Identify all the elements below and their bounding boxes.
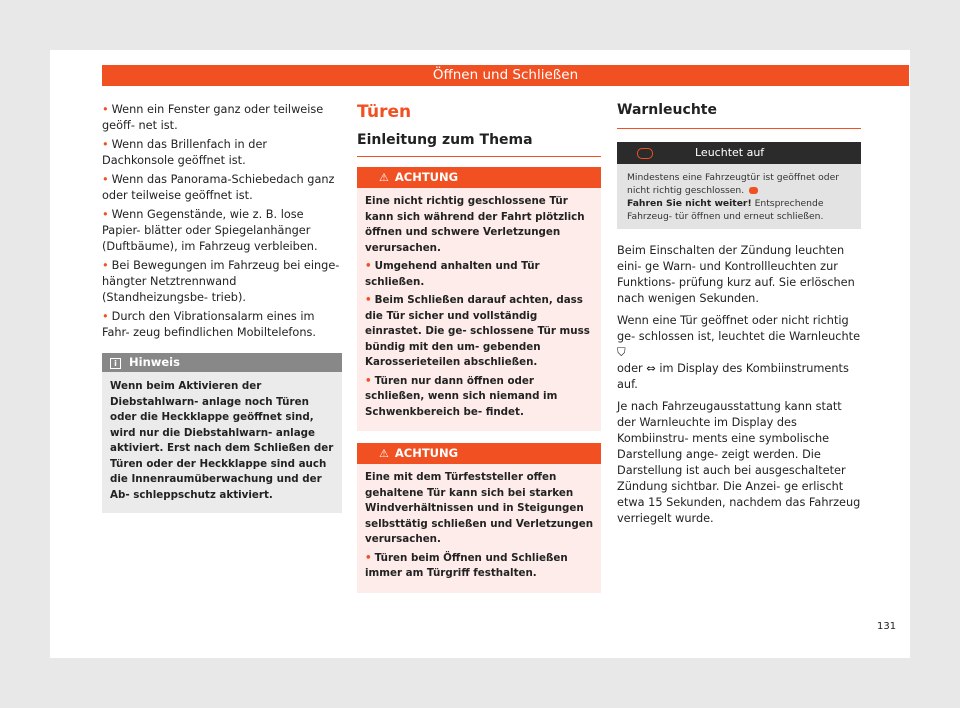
list-item: • Beim Schließen darauf achten, dass die Tür sicher und vollständig einrastet. Die ge- schlossene Tür muss bündig mit den um- gebenden Karosserieteilen abschließen.: [365, 294, 590, 368]
manual-page: [50, 50, 910, 658]
hint-header: i Hinweis: [102, 353, 342, 372]
list-item: • Wenn Gegenstände, wie z. B. lose Papier- blätter oder Spiegelanhänger (Duftbäume), im Fahrzeug verbleiben.: [102, 208, 318, 253]
paragraph: Beim Einschalten der Zündung leuchten eini- ge Warn- und Kontrollleuchten zur Funktions- prüfung kurz auf. Sie erlöschen nach wenigen Sekunden.: [617, 244, 855, 305]
info-icon: i: [110, 358, 121, 369]
list-item: • Wenn ein Fenster ganz oder teilweise geöff- net ist.: [102, 103, 324, 132]
page-number: 131: [877, 621, 897, 632]
list-item: • Türen beim Öffnen und Schließen immer am Türgriff festhalten.: [365, 551, 568, 579]
paragraph: Wenn eine Tür geöffnet oder nicht richtig ge- schlossen ist, leuchtet die Warnleuchte ⛉ oder ⇔ im Display des Kombiinstruments auf.: [617, 314, 861, 391]
warning-triangle-icon: ⚠: [379, 447, 389, 460]
page-header: Öffnen und Schließen: [102, 65, 909, 86]
list-item: • Umgehend anhalten und Tür schließen.: [365, 260, 540, 288]
door-warning-icon: [749, 187, 758, 194]
section-title: Warnleuchte: [617, 102, 861, 129]
warning-triangle-icon: ⚠: [379, 171, 389, 184]
door-warning-lamp-icon: [637, 148, 653, 159]
lamp-description: Mindestens eine Fahrzeugtür ist geöffnet oder nicht richtig geschlossen. Fahren Sie nicht weiter! Entsprechende Fahrzeug- tür öffnen und erneut schließen.: [617, 164, 861, 229]
section-title: Türen: [357, 102, 412, 122]
lamp-table-header: Leuchtet auf: [617, 142, 861, 164]
paragraph: Je nach Fahrzeugausstattung kann statt der Warnleuchte im Display des Kombiinstru- ments eine symbolische Darstellung ange- zeigt werden. Die Darstellung ist auch bei ausgeschalteter Zündung sichtbar. Die Anzei- ge erlischt etwa 15 Sekunden, nachdem das Fahrzeug verriegelt wurde.: [617, 400, 861, 525]
list-item: • Durch den Vibrationsalarm eines im Fahr- zeug befindlichen Mobiltelefons.: [102, 310, 316, 339]
door-open-icon: ⇔: [646, 362, 656, 375]
warning-header: ⚠ ACHTUNG: [357, 443, 601, 464]
left-column: [102, 102, 342, 513]
list-item: • Türen nur dann öffnen oder schließen, wenn sich niemand im Schwenkbereich be- findet.: [365, 374, 558, 418]
warning-header: ⚠ ACHTUNG: [357, 167, 601, 188]
warning-box: [357, 167, 601, 431]
door-lamp-icon: ⛉: [617, 346, 626, 359]
section-subtitle: Einleitung zum Thema: [357, 132, 601, 157]
middle-column: [357, 102, 601, 605]
warning-text: Eine mit dem Türfeststeller offen gehaltene Tür kann sich bei starken Windverhältnissen und in Steigungen selbsttätig schließen und Verletzungen verursachen.: [365, 471, 594, 545]
list-item: • Wenn das Brillenfach in der Dachkonsole geöffnet ist.: [102, 138, 268, 167]
warning-text: Eine nicht richtig geschlossene Tür kann sich während der Fahrt plötzlich öffnen und schwere Verletzungen verursachen.: [365, 195, 585, 254]
hint-box: [102, 353, 342, 513]
list-item: • Wenn das Panorama-Schiebedach ganz oder teilweise geöffnet ist.: [102, 173, 335, 202]
hint-text: Wenn beim Aktivieren der Diebstahlwarn- anlage noch Türen oder die Heckklappe geöffnet sind, wird nur die Diebstahlwarn- anlage aktiviert. Erst nach dem Schließen der Türen oder der Heckklappe sind auch die Innenraumüberwachung und der Ab- schleppschutz aktiviert.: [110, 380, 334, 501]
warning-box: [357, 443, 601, 593]
right-column: [617, 102, 861, 527]
list-item: • Bei Bewegungen im Fahrzeug bei einge- hängter Netztrennwand (Standheizungsbe- trieb).: [102, 259, 340, 304]
